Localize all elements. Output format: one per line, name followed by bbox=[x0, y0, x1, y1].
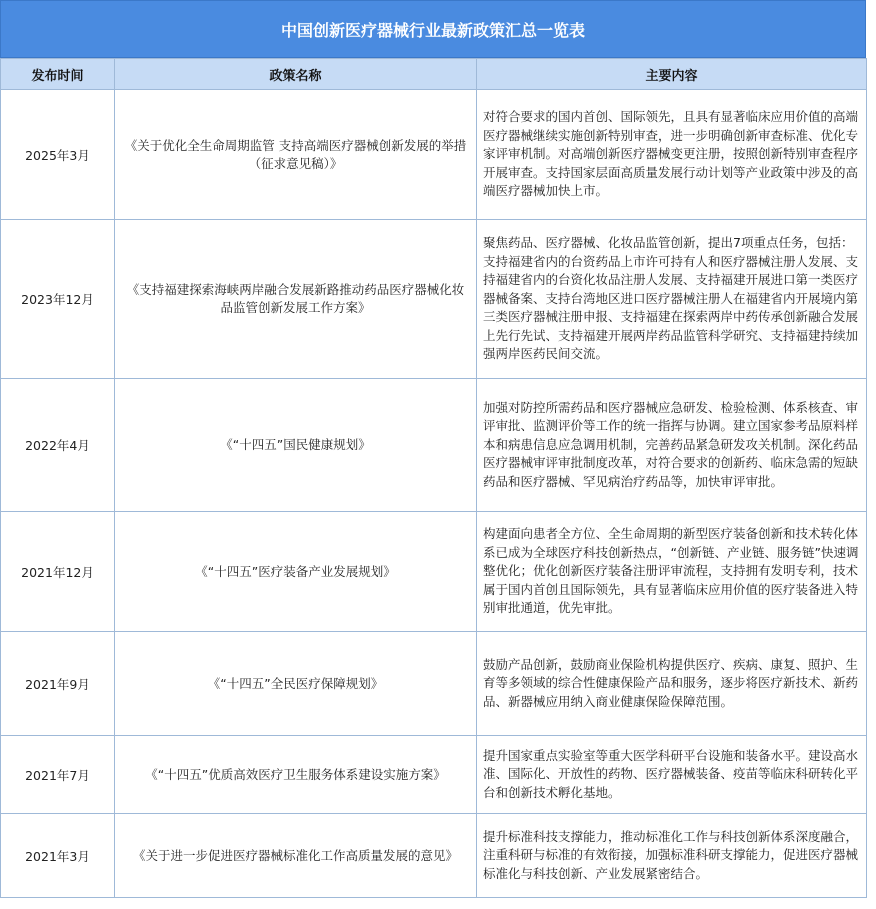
table-row bbox=[1, 512, 867, 632]
table-row bbox=[1, 90, 867, 220]
row-date: 2021年9月 bbox=[1, 632, 115, 736]
row-date: 2021年7月 bbox=[1, 736, 115, 814]
row-policy-name: 《支持福建探索海峡两岸融合发展新路推动药品医疗器械化妆品监管创新发展工作方案》 bbox=[115, 220, 477, 379]
row-date: 2021年12月 bbox=[1, 512, 115, 632]
row-policy-name: 《“十四五”全民医疗保障规划》 bbox=[115, 632, 477, 736]
row-policy-name: 《“十四五”国民健康规划》 bbox=[115, 379, 477, 512]
row-policy-name: 《关于进一步促进医疗器械标准化工作高质量发展的意见》 bbox=[115, 814, 477, 898]
row-policy-name: 《关于优化全生命周期监管 支持高端医疗器械创新发展的举措（征求意见稿）》 bbox=[115, 90, 477, 220]
row-content: 提升国家重点实验室等重大医学科研平台设施和装备水平。建设高水准、国际化、开放性的药物、医疗器械装备、疫苗等临床科研转化平台和创新技术孵化基地。 bbox=[477, 736, 867, 814]
table-row bbox=[1, 379, 867, 512]
row-content: 构建面向患者全方位、全生命周期的新型医疗装备创新和技术转化体系已成为全球医疗科技创新热点，“创新链、产业链、服务链”快速调整优化；优化创新医疗装备注册评审流程，支持拥有发明专利，技术属于国内首创且国际领先，具有显著临床应用价值的医疗装备进入特别审批通道，优先审批。 bbox=[477, 512, 867, 632]
row-date: 2025年3月 bbox=[1, 90, 115, 220]
row-policy-name: 《“十四五”优质高效医疗卫生服务体系建设实施方案》 bbox=[115, 736, 477, 814]
row-content: 加强对防控所需药品和医疗器械应急研发、检验检测、体系核查、审评审批、监测评价等工作的统一指挥与协调。建立国家参考品原料样本和病患信息应急调用机制，完善药品紧急研发攻关机制。深化药品医疗器械审评审批制度改革，对符合要求的创新药、临床急需的短缺药品和医疗器械、罕见病治疗药品等，加快审评审批。 bbox=[477, 379, 867, 512]
table-title: 中国创新医疗器械行业最新政策汇总一览表 bbox=[0, 0, 866, 58]
row-policy-name: 《“十四五”医疗装备产业发展规划》 bbox=[115, 512, 477, 632]
table-row bbox=[1, 736, 867, 814]
header-date: 发布时间 bbox=[1, 59, 115, 90]
table-row bbox=[1, 220, 867, 379]
row-content: 对符合要求的国内首创、国际领先，且具有显著临床应用价值的高端医疗器械继续实施创新特别审查，进一步明确创新审查标准、优化专家评审机制。对高端创新医疗器械变更注册，按照创新特别审查程序开展审查。支持国家层面高质量发展行动计划等产业政策中涉及的高端医疗器械加快上市。 bbox=[477, 90, 867, 220]
table-row bbox=[1, 814, 867, 898]
policy-table bbox=[0, 58, 867, 898]
header-row bbox=[1, 59, 867, 90]
row-date: 2023年12月 bbox=[1, 220, 115, 379]
row-date: 2022年4月 bbox=[1, 379, 115, 512]
row-content: 提升标准科技支撑能力，推动标准化工作与科技创新体系深度融合，注重科研与标准的有效衔接，加强标准科研支撑能力，促进医疗器械标准化与科技创新、产业发展紧密结合。 bbox=[477, 814, 867, 898]
header-main-content: 主要内容 bbox=[477, 59, 867, 90]
header-policy-name: 政策名称 bbox=[115, 59, 477, 90]
row-content: 鼓励产品创新，鼓励商业保险机构提供医疗、疾病、康复、照护、生育等多领域的综合性健康保险产品和服务，逐步将医疗新技术、新药品、新器械应用纳入商业健康保险保障范围。 bbox=[477, 632, 867, 736]
table-row bbox=[1, 632, 867, 736]
row-content: 聚焦药品、医疗器械、化妆品监管创新，提出7项重点任务，包括：支持福建省内的台资药品上市许可持有人和医疗器械注册人发展、支持福建省内的台资化妆品注册人发展、支持福建开展进口第一类医疗器械备案、支持台湾地区进口医疗器械注册人在福建省内开展境内第三类医疗器械注册申报、支持福建在探索两岸中药传承创新融合发展上先行先试、支持福建开展两岸药品监管科学研究、支持福建持续加强两岸医药民间交流。 bbox=[477, 220, 867, 379]
row-date: 2021年3月 bbox=[1, 814, 115, 898]
